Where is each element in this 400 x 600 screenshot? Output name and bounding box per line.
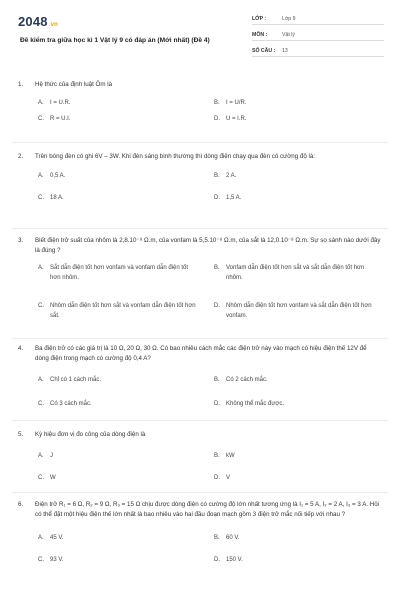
meta-value: Vật lý (282, 32, 295, 38)
question-text: Trên bóng đèn có ghi 6V – 3W. Khi đèn sáng bình thường thì dòng điện chạy qua đèn có cường độ là: (35, 153, 316, 160)
meta-row-count (252, 44, 384, 57)
option-list (18, 90, 382, 124)
meta-key: LỚP : (252, 16, 267, 22)
option-c[interactable]: C. 18 A. (38, 195, 64, 201)
option-c[interactable]: C. W (38, 475, 56, 481)
option-list (18, 162, 382, 206)
option-list (18, 364, 382, 412)
question-number: 4. (18, 345, 24, 352)
question-2 (18, 152, 382, 206)
option-d[interactable]: D. 1,5 A. (214, 195, 242, 201)
question-4 (18, 344, 382, 412)
question-divider (12, 142, 388, 143)
question-divider (12, 420, 388, 421)
option-b[interactable]: B. 60 V. (214, 535, 240, 541)
option-d[interactable]: D. Không thể mắc được. (214, 401, 284, 407)
question-number: 3. (18, 237, 24, 244)
question-divider (12, 228, 388, 229)
document-header (0, 0, 400, 60)
option-b[interactable]: B. I = U/R. (214, 100, 247, 106)
site-logo[interactable] (18, 14, 58, 29)
option-b[interactable]: B. kW (214, 453, 235, 459)
question-number: 2. (18, 153, 24, 160)
option-c[interactable]: C. R = U.I. (38, 116, 71, 122)
option-list (18, 520, 382, 580)
option-list (18, 440, 382, 486)
meta-value: Lớp 9 (282, 16, 296, 22)
question-number: 6. (18, 501, 24, 508)
option-c[interactable]: C. Có 3 cách mắc. (38, 401, 92, 407)
option-c[interactable]: C. 93 V. (38, 557, 64, 563)
question-stem (18, 344, 382, 364)
option-a[interactable]: A. Chỉ có 1 cách mắc. (38, 377, 102, 383)
option-b[interactable]: B. Vonfam dẫn điện tốt hơn sắt và sắt dẫn điện tốt hơn nhôm. (214, 265, 365, 281)
meta-row-class (252, 12, 384, 25)
option-b[interactable]: B. Có 2 cách mắc. (214, 377, 268, 383)
question-stem (18, 152, 382, 162)
option-a[interactable]: A. 0,5 A. (38, 173, 66, 179)
option-d[interactable]: D. 150 V. (214, 557, 243, 563)
question-number: 5. (18, 431, 24, 438)
question-text: Ba điện trở có các giá trị là 10 Ω, 20 Ω, 30 Ω. Có bao nhiêu cách mắc các điện trở này vào mạch có hiệu điện thế 12V để dòng điện trong mạch có cường độ 0,4 A? (35, 345, 367, 362)
question-stem (18, 80, 382, 90)
question-text: Điện trở R₁ = 6 Ω, R₂ = 9 Ω, R₃ = 15 Ω chịu được dòng điện có cường độ lớn nhất tương ứng là I₁ = 5 A, I₂ = 2 A, I₃ = 3 A. Hỏi có thể đặt một hiệu điện thế lớn nhất là bao nhiêu vào hai đầu đoạn mạch gồm 3 điện trở mắc nối tiếp với nhau ? (35, 501, 380, 518)
option-a[interactable]: A. Sắt dẫn điện tốt hơn vonfam và vonfam dẫn điện tốt hơn nhôm. (38, 265, 189, 281)
option-a[interactable]: A. 45 V. (38, 535, 64, 541)
question-text: Biết điện trở suất của nhôm là 2,8.10⁻⁸ Ω.m, của vonfam là 5,5.10⁻⁸ Ω.m, của sắt là 12,0.10⁻⁸ Ω.m. Sự so sánh nào dưới đây là đúng ? (35, 237, 381, 254)
option-c[interactable]: C. Nhôm dẫn điện tốt hơn sắt và vonfam dẫn điện tốt hơn sắt. (38, 303, 196, 319)
question-stem (18, 430, 382, 440)
meta-row-subject (252, 28, 384, 41)
logo-suffix: .vn (48, 22, 59, 28)
question-text: Hệ thức của định luật Ôm là (35, 81, 113, 88)
option-d[interactable]: D. Nhôm dẫn điện tốt hơn vonfam và sắt dẫn điện tốt hơn vonfam. (214, 303, 372, 319)
meta-key: MÔN : (252, 32, 268, 38)
question-stem (18, 236, 382, 256)
question-6 (18, 500, 382, 580)
question-5 (18, 430, 382, 486)
question-text: Kỳ hiệu đơn vị đo công của dòng điện là (35, 431, 146, 438)
question-divider (12, 492, 388, 493)
option-a[interactable]: A. I = U.R. (38, 100, 71, 106)
meta-value: 13 (282, 48, 288, 54)
option-list (18, 256, 382, 338)
logo-main: 2048 (18, 14, 48, 29)
question-3 (18, 236, 382, 338)
question-1 (18, 80, 382, 124)
question-divider (12, 338, 388, 339)
question-stem (18, 500, 382, 520)
option-d[interactable]: D. U = I.R. (214, 116, 247, 122)
meta-key: SỐ CÂU : (252, 48, 276, 54)
option-b[interactable]: B. 2 A. (214, 173, 237, 179)
question-number: 1. (18, 81, 24, 88)
document-meta (252, 12, 384, 60)
document-title: Đề kiểm tra giữa học kì 1 Vật lý 9 có đáp án (Mới nhất) (Đề 4) (20, 37, 210, 44)
option-a[interactable]: A. J (38, 453, 53, 459)
option-d[interactable]: D. V (214, 475, 231, 481)
